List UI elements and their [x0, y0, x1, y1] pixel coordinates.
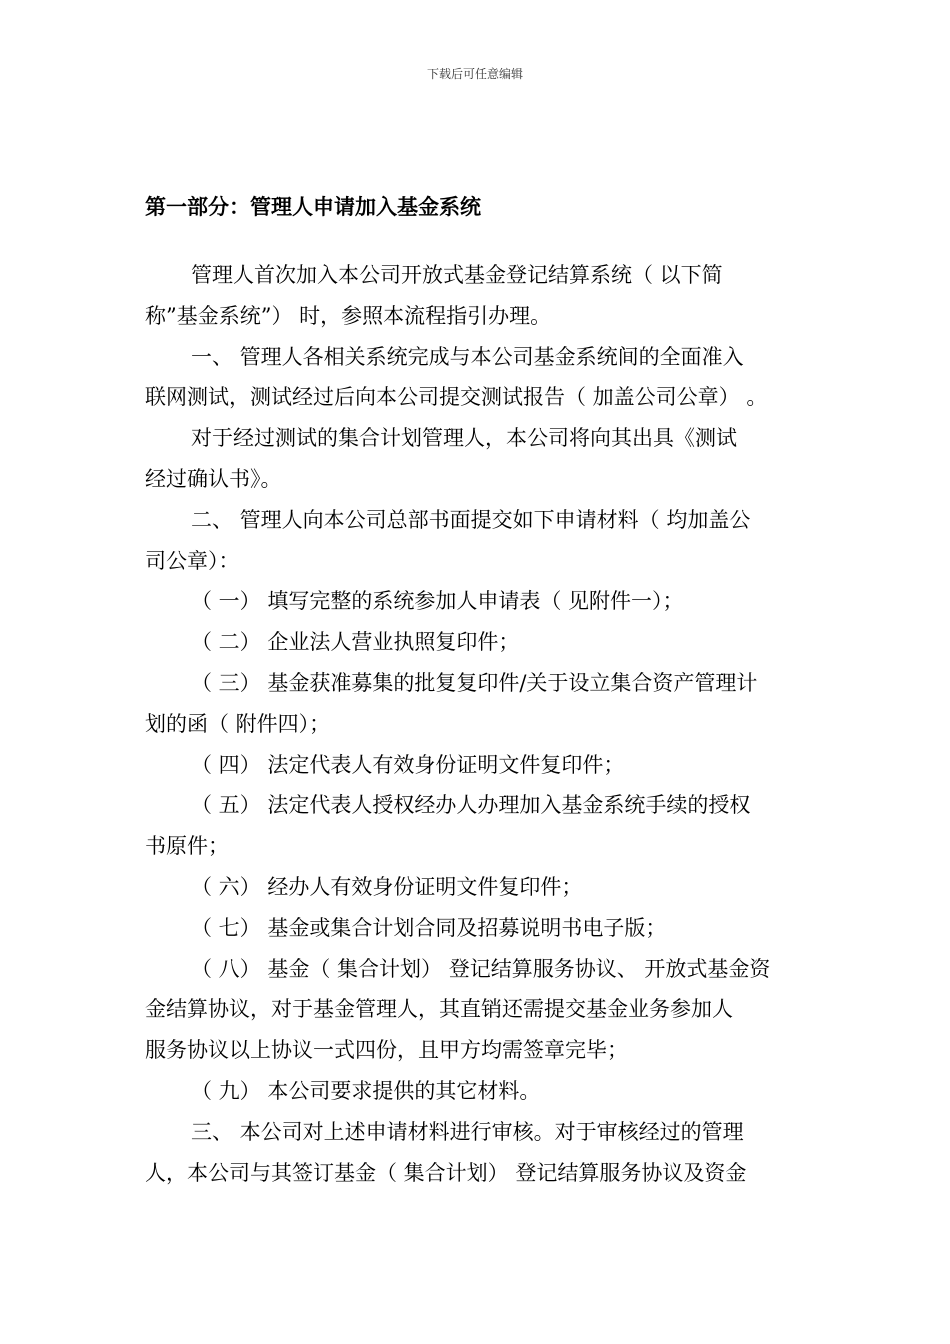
text-line: （ 六） 经办人有效身份证明文件复印件；	[191, 874, 583, 899]
page-header-note: 下载后可任意编辑	[426, 67, 523, 81]
text-line: 一、 管理人各相关系统完成与本公司基金系统间的全面准入	[191, 344, 744, 369]
text-line: 经过确认书》。	[145, 466, 282, 491]
text-line: （ 五） 法定代表人授权经办人办理加入基金系统手续的授权	[191, 793, 751, 818]
text-line: （ 七） 基金或集合计划合同及招募说明书电子版；	[191, 915, 667, 940]
text-line: （ 九） 本公司要求提供的其它材料。	[191, 1078, 541, 1103]
text-line: （ 四） 法定代表人有效身份证明文件复印件；	[191, 752, 625, 777]
text-line: （ 二） 企业法人营业执照复印件；	[191, 630, 520, 655]
text-line: 服务协议以上协议一式四份，且甲方均需签章完毕；	[145, 1038, 628, 1063]
text-line: 联网测试，测试经过后向本公司提交测试报告（ 加盖公司公章） 。	[145, 385, 768, 410]
text-line: 书原件；	[145, 834, 229, 859]
text-line: 对于经过测试的集合计划管理人，本公司将向其出具《测试	[191, 426, 737, 451]
text-line: 金结算协议，对于基金管理人，其直销还需提交基金业务参加人	[145, 997, 733, 1022]
section-title: 第一部分：管理人申请加入基金系统	[145, 195, 481, 219]
text-line: 司公章）：	[145, 548, 240, 573]
document-body	[145, 255, 808, 1193]
text-line: 人，本公司与其签订基金（ 集合计划） 登记结算服务协议及资金	[145, 1160, 747, 1185]
text-line: （ 一） 填写完整的系统参加人申请表（ 见附件一）；	[191, 589, 684, 614]
text-line: 管理人首次加入本公司开放式基金登记结算系统（ 以下简	[191, 263, 723, 287]
text-line: 二、 管理人向本公司总部书面提交如下申请材料（ 均加盖公	[191, 507, 751, 532]
text-line: （ 八） 基金（ 集合计划） 登记结算服务协议、 开放式基金资	[191, 956, 771, 981]
text-line: 三、 本公司对上述申请材料进行审核。对于审核经过的管理	[191, 1119, 744, 1144]
text-line: 划的函（ 附件四）；	[145, 711, 331, 736]
text-line: （ 三） 基金获准募集的批复复印件/关于设立集合资产管理计	[191, 670, 758, 695]
text-line: 称”基金系统”） 时，参照本流程指引办理。	[145, 303, 552, 328]
